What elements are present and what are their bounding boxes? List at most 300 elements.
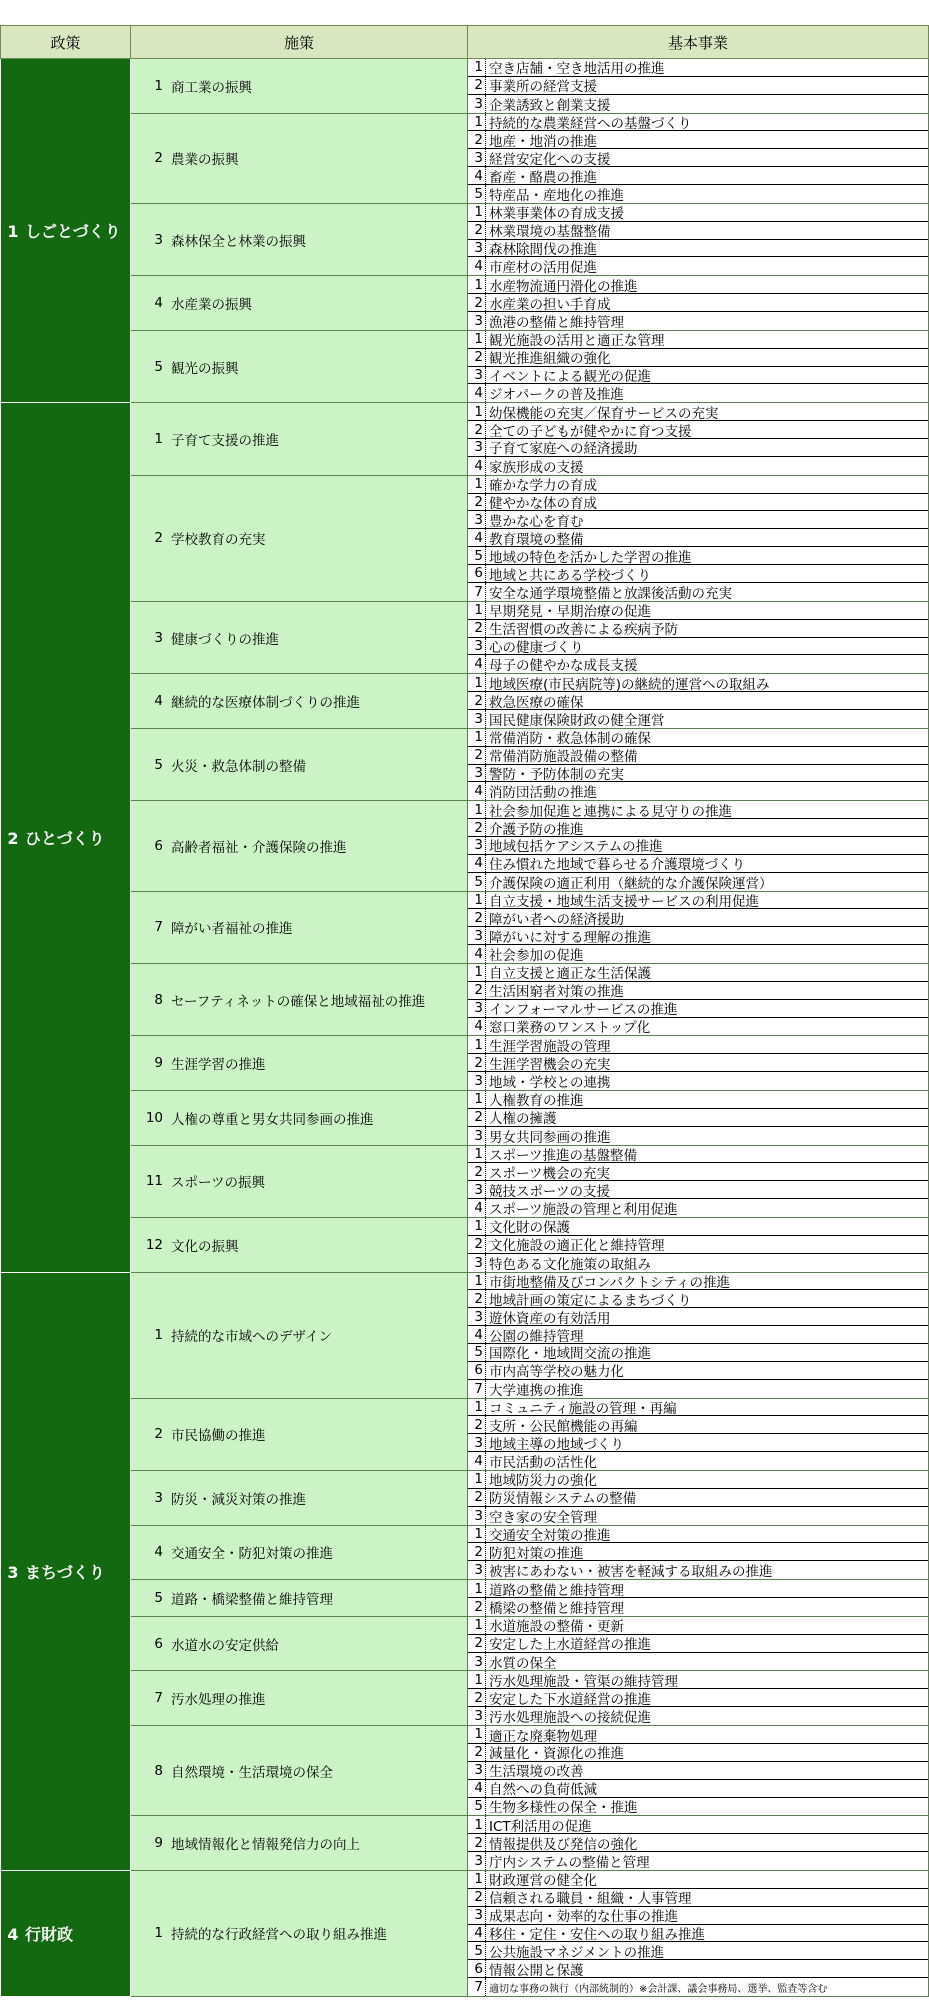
project-name: 障がい者への経済援助: [489, 911, 624, 928]
project-cell: [468, 1580, 929, 1617]
measure-number: 9: [154, 1835, 163, 1852]
measure-row: [1, 113, 929, 203]
measure-row: [1, 1398, 929, 1470]
project-number: 3: [468, 1762, 486, 1779]
project-number: 2: [468, 222, 486, 239]
project-name: 汚水処理施設・管渠の維持管理: [489, 1673, 678, 1690]
project-number: 3: [468, 511, 486, 528]
project-item: [468, 945, 928, 963]
project-number: 2: [468, 692, 486, 709]
project-item: [468, 294, 928, 312]
measure-cell: [131, 1036, 468, 1091]
project-name: 幼保機能の充実／保育サービスの充実: [489, 405, 719, 422]
measure-row: [1, 601, 929, 673]
measure-number: 10: [145, 1109, 163, 1126]
project-name: 経営安定化への支援: [489, 151, 611, 168]
project-name: 防犯対策の推進: [489, 1545, 584, 1562]
measure-number: 4: [154, 1544, 163, 1561]
project-item: [468, 1816, 928, 1834]
measure-name: 人権の尊重と男女共同参画の推進: [171, 1111, 374, 1128]
project-cell: [468, 674, 929, 729]
project-number: 1: [468, 59, 486, 76]
project-name: 水産物流通円滑化の推進: [489, 278, 638, 295]
project-name: 消防団活動の推進: [489, 785, 597, 801]
measure-name: 観光の振興: [171, 360, 239, 377]
project-number: 3: [468, 1254, 486, 1272]
measure-cell: [131, 59, 468, 114]
measure-number: 1: [154, 431, 163, 448]
project-item: [468, 403, 928, 421]
project-name: 豊かな心を育む: [489, 513, 584, 530]
project-name: イベントによる観光の促進: [489, 369, 651, 385]
measure-number: 6: [154, 1635, 163, 1652]
project-name: 家族形成の支援: [489, 459, 584, 475]
project-number: 3: [468, 765, 486, 782]
project-name: 汚水処理施設への接続促進: [489, 1710, 651, 1726]
project-name: 畜産・酪農の推進: [489, 169, 597, 186]
project-name: スポーツ推進の基盤整備: [489, 1148, 637, 1164]
project-cell: [468, 1090, 929, 1145]
project-name: 財政運営の健全化: [489, 1873, 597, 1889]
project-number: 1: [468, 1471, 486, 1488]
project-item: [468, 1489, 928, 1507]
measure-cell: [131, 1398, 468, 1470]
project-number: 3: [468, 1308, 486, 1325]
project-name: 公共施設マネジメントの推進: [489, 1944, 665, 1961]
measure-row: [1, 1218, 929, 1273]
project-cell: [468, 1870, 929, 1996]
project-item: [468, 927, 928, 945]
measure-cell: [131, 1525, 468, 1580]
project-number: 1: [468, 1036, 486, 1053]
project-name: 自立支援と適正な生活保護: [489, 966, 651, 982]
project-name: スポーツ機会の充実: [489, 1165, 610, 1182]
project-name: 生涯学習機会の充実: [489, 1056, 611, 1073]
project-name: 全ての子どもが健やかに育つ支援: [489, 423, 692, 440]
project-number: 1: [468, 1671, 486, 1688]
measure-cell: [131, 330, 468, 402]
project-item: [468, 1199, 928, 1217]
project-name: 確かな学力の育成: [489, 478, 597, 494]
project-number: 2: [468, 1236, 486, 1253]
project-name: 文化財の保護: [489, 1220, 570, 1236]
project-name: 減量化・資源化の推進: [489, 1746, 624, 1762]
measure-number: 6: [154, 837, 163, 854]
project-item: [468, 1852, 928, 1870]
project-number: 1: [468, 964, 486, 981]
project-item: [468, 1273, 928, 1291]
project-name: 地域・学校との連携: [489, 1075, 611, 1090]
measure-row: [1, 1616, 929, 1671]
project-name: 空き店舗・空き地活用の推進: [489, 61, 665, 77]
project-number: 2: [468, 131, 486, 148]
project-number: 4: [468, 1452, 486, 1470]
measure-row: [1, 1580, 929, 1617]
project-name: 林業環境の基盤整備: [489, 224, 611, 240]
measure-number: 7: [154, 919, 163, 936]
project-item: [468, 674, 928, 692]
project-number: 4: [468, 384, 486, 402]
project-item: [468, 222, 928, 240]
project-item: [468, 1726, 928, 1744]
project-item: [468, 620, 928, 638]
project-item: [468, 765, 928, 783]
policy-name: ひとづくり: [25, 828, 105, 848]
project-name: 市街地整備及びコンパクトシティの推進: [489, 1275, 730, 1291]
measure-name: 火災・救急体制の整備: [171, 758, 306, 775]
project-number: 3: [468, 1653, 486, 1671]
project-item: [468, 1399, 928, 1417]
measure-number: 12: [145, 1236, 163, 1253]
project-item: [468, 1163, 928, 1181]
measure-name: 健康づくりの推進: [171, 631, 279, 648]
project-cell: [468, 1272, 929, 1398]
project-item: [468, 1109, 928, 1127]
measure-row: [1, 674, 929, 729]
project-number: 3: [468, 312, 486, 330]
project-name: 持続的な農業経営への基盤づくり: [489, 116, 692, 132]
project-item: [468, 1907, 928, 1925]
project-number: 4: [468, 1780, 486, 1797]
project-number: 3: [468, 1707, 486, 1725]
project-number: 4: [468, 782, 486, 800]
project-item: [468, 1127, 928, 1145]
measure-name: 持続的な行政経営への取り組み推進: [171, 1927, 387, 1944]
project-cell: [468, 1145, 929, 1217]
project-number: 2: [468, 1689, 486, 1706]
project-name: 信頼される職員・組織・人事管理: [489, 1891, 692, 1907]
project-name: 救急医療の確保: [489, 694, 584, 710]
project-cell: [468, 963, 929, 1035]
project-number: 3: [468, 837, 486, 854]
measure-cell: [131, 891, 468, 963]
measure-row: [1, 1090, 929, 1145]
project-item: [468, 1018, 928, 1036]
project-name: 市民活動の活性化: [489, 1455, 597, 1471]
project-name: インフォーマルサービスの推進: [489, 1002, 678, 1018]
project-name: 常備消防施設設備の整備: [489, 749, 638, 765]
project-name: 漁港の整備と維持管理: [489, 314, 624, 330]
project-name: 大学連携の推進: [489, 1382, 584, 1398]
project-name: 男女共同参画の推進: [489, 1129, 611, 1145]
project-item: [468, 1653, 928, 1671]
project-name: 警防・予防体制の充実: [489, 766, 624, 783]
measure-number: 2: [154, 530, 163, 547]
project-number: 4: [468, 257, 486, 275]
project-name: 教育環境の整備: [489, 531, 584, 548]
project-name: 地域の特色を活かした学習の推進: [489, 549, 692, 566]
measure-cell: [131, 601, 468, 673]
header-row: [1, 26, 929, 59]
project-number: 3: [468, 1072, 486, 1090]
project-number: 3: [468, 1907, 486, 1924]
project-number: 2: [468, 349, 486, 366]
measure-name: 持続的な市域へのデザイン: [171, 1329, 333, 1346]
project-number: 7: [468, 1380, 486, 1398]
measure-number: 11: [145, 1173, 163, 1190]
project-number: 3: [468, 1561, 486, 1579]
measure-cell: [131, 1090, 468, 1145]
project-name: 特色ある文化施策の取組み: [489, 1256, 651, 1272]
project-name: 森林除間伐の推進: [489, 242, 597, 258]
project-item: [468, 547, 928, 565]
project-number: 5: [468, 1344, 486, 1361]
measure-cell: [131, 963, 468, 1035]
project-item: [468, 185, 928, 203]
policy-name: 行財政: [25, 1924, 74, 1944]
project-cell: [468, 1525, 929, 1580]
project-item: [468, 1834, 928, 1852]
project-item: [468, 312, 928, 330]
project-item: [468, 1344, 928, 1362]
project-number: 2: [468, 421, 486, 438]
table-body: [1, 59, 929, 1997]
project-item: [468, 1416, 928, 1434]
project-cell: [468, 1218, 929, 1273]
project-item: [468, 1290, 928, 1308]
project-item: [468, 367, 928, 385]
project-item: [468, 349, 928, 367]
project-cell: [468, 1398, 929, 1470]
project-name: 生活習慣の改善による疾病予防: [489, 622, 678, 638]
project-name: 情報提供及び発信の強化: [489, 1836, 638, 1853]
project-number: 1: [468, 674, 486, 691]
measure-row: [1, 203, 929, 275]
project-name: 交通安全対策の推進: [489, 1528, 611, 1544]
project-cell: [468, 1671, 929, 1726]
measure-number: 8: [154, 991, 163, 1008]
project-name: 社会参加の促進: [489, 948, 584, 963]
project-number: 2: [468, 1744, 486, 1761]
measure-name: セーフティネットの確保と地域福祉の推進: [171, 993, 426, 1010]
project-item: [468, 1889, 928, 1907]
project-name: 国際化・地域間交流の推進: [489, 1346, 651, 1362]
project-name: 窓口業務のワンストップ化: [489, 1020, 651, 1036]
project-name: 市産材の活用促進: [489, 260, 597, 276]
project-name: スポーツ施設の管理と利用促進: [489, 1202, 678, 1217]
project-number: 1: [468, 602, 486, 619]
project-name: 特産品・産地化の推進: [489, 187, 624, 203]
project-number: 1: [468, 801, 486, 818]
project-number: 1: [468, 1871, 486, 1888]
project-name: 公園の維持管理: [489, 1328, 584, 1345]
project-number: 4: [468, 529, 486, 546]
project-item: [468, 59, 928, 77]
project-item: [468, 873, 928, 891]
measure-name: 防災・減災対策の推進: [171, 1491, 306, 1508]
policy-number: 4: [7, 1924, 19, 1944]
project-number: 2: [468, 1889, 486, 1906]
measure-row: [1, 403, 929, 475]
project-number: 3: [468, 439, 486, 456]
project-number: 3: [468, 95, 486, 113]
project-number: 4: [468, 945, 486, 963]
project-name: 林業事業体の育成支援: [489, 206, 624, 222]
measure-cell: [131, 403, 468, 475]
project-item: [468, 1036, 928, 1054]
project-name: 社会参加促進と連携による見守りの推進: [489, 803, 732, 820]
policy-name: しごとづくり: [25, 222, 121, 242]
project-item: [468, 1942, 928, 1960]
project-number: 2: [468, 747, 486, 764]
project-item: [468, 729, 928, 747]
measure-cell: [131, 674, 468, 729]
project-name: 安全な通学環境整備と放課後活動の充実: [489, 585, 732, 601]
project-item: [468, 1218, 928, 1236]
policy-cell: [1, 1272, 131, 1870]
project-number: 1: [468, 114, 486, 131]
project-number: 3: [468, 240, 486, 257]
measure-number: 3: [154, 1489, 163, 1506]
project-number: 2: [468, 77, 486, 94]
project-name: 早期発見・早期治療の促進: [489, 604, 651, 620]
project-name: 生活環境の改善: [489, 1764, 584, 1780]
policy-cell: [1, 59, 131, 403]
measure-number: 3: [154, 231, 163, 248]
policy-header: 政策: [1, 26, 131, 59]
project-number: 3: [468, 149, 486, 166]
measure-row: [1, 891, 929, 963]
project-cell: [468, 276, 929, 331]
project-item: [468, 204, 928, 222]
measure-name: 水産業の振興: [171, 297, 252, 314]
project-item: [468, 1434, 928, 1452]
measure-name: 生涯学習の推進: [171, 1057, 266, 1074]
measure-number: 2: [154, 1426, 163, 1443]
project-item: [468, 1978, 928, 1996]
project-item: [468, 892, 928, 910]
project-name: コミュニティ施設の管理・再編: [489, 1401, 677, 1417]
project-item: [468, 114, 928, 132]
project-number: 2: [468, 1163, 486, 1180]
policy-table: [0, 25, 929, 1997]
measure-name: 高齢者福祉・介護保険の推進: [171, 839, 347, 856]
project-cell: [468, 1616, 929, 1671]
project-number: 4: [468, 855, 486, 872]
project-cell: [468, 59, 929, 114]
measure-cell: [131, 1145, 468, 1217]
project-item: [468, 1689, 928, 1707]
project-item: [468, 1181, 928, 1199]
measure-number: 4: [154, 693, 163, 709]
measure-row: [1, 1525, 929, 1580]
project-number: 1: [468, 476, 486, 493]
project-cell: [468, 1816, 929, 1871]
measure-row: [1, 1816, 929, 1871]
measure-number: 2: [154, 150, 163, 167]
project-number: 2: [468, 1834, 486, 1851]
project-header: 基本事業: [468, 26, 929, 59]
project-item: [468, 1543, 928, 1561]
measure-row: [1, 475, 929, 601]
project-item: [468, 710, 928, 728]
project-item: [468, 1561, 928, 1579]
project-number: 1: [468, 276, 486, 293]
project-name: 支所・公民館機能の再編: [489, 1418, 638, 1435]
measure-name: 自然環境・生活環境の保全: [171, 1764, 333, 1781]
project-number: 5: [468, 547, 486, 564]
project-number: 5: [468, 1798, 486, 1816]
project-name: 競技スポーツの支援: [489, 1183, 610, 1200]
project-item: [468, 855, 928, 873]
project-item: [468, 1598, 928, 1616]
measure-row: [1, 963, 929, 1035]
project-number: 1: [468, 729, 486, 746]
policy-number: 2: [7, 828, 19, 848]
project-item: [468, 1362, 928, 1380]
project-number: 4: [468, 1326, 486, 1343]
project-name: 地域主導の地域づくり: [489, 1436, 624, 1453]
measure-number: 3: [154, 629, 163, 646]
project-number: 5: [468, 1942, 486, 1959]
project-item: [468, 837, 928, 855]
project-name: 母子の健やかな成長支援: [489, 658, 638, 674]
project-number: 7: [468, 1978, 486, 1996]
project-name: 移住・定住・安住への取り組み推進: [489, 1926, 705, 1943]
measure-row: [1, 1145, 929, 1217]
project-number: 3: [468, 1434, 486, 1451]
project-cell: [468, 891, 929, 963]
project-name: 市内高等学校の魅力化: [489, 1364, 624, 1380]
project-item: [468, 331, 928, 349]
measure-row: [1, 330, 929, 402]
project-item: [468, 1744, 928, 1762]
project-item: [468, 1617, 928, 1635]
project-cell: [468, 330, 929, 402]
project-item: [468, 1091, 928, 1109]
project-number: 1: [468, 1146, 486, 1163]
project-item: [468, 476, 928, 494]
project-item: [468, 801, 928, 819]
project-item: [468, 494, 928, 512]
project-number: 2: [468, 1635, 486, 1652]
project-item: [468, 1671, 928, 1689]
project-number: 1: [468, 331, 486, 348]
project-name: 安定した下水道経営の推進: [489, 1691, 651, 1708]
measure-cell: [131, 1580, 468, 1617]
project-number: 4: [468, 655, 486, 673]
project-number: 1: [468, 1273, 486, 1290]
project-number: 4: [468, 1018, 486, 1036]
policy-number: 3: [7, 1562, 19, 1582]
project-name: 人権の擁護: [489, 1111, 557, 1127]
project-item: [468, 77, 928, 95]
project-number: 3: [468, 927, 486, 944]
project-number: 3: [468, 1000, 486, 1017]
project-number: 2: [468, 294, 486, 311]
measure-cell: [131, 1471, 468, 1526]
project-cell: [468, 1726, 929, 1816]
project-name: 適切な事務の執行（内部統制的）※会計課、議会事務局、選挙、監査等含む: [489, 1983, 828, 1995]
measure-row: [1, 1471, 929, 1526]
measure-cell: [131, 1272, 468, 1398]
project-name: 水産業の担い手育成: [489, 296, 611, 313]
project-number: 2: [468, 494, 486, 511]
project-item: [468, 149, 928, 167]
measure-cell: [131, 1816, 468, 1871]
project-item: [468, 692, 928, 710]
project-number: 2: [468, 1109, 486, 1126]
project-number: 7: [468, 583, 486, 601]
measure-row: [1, 1272, 929, 1398]
project-number: 2: [468, 1598, 486, 1616]
project-number: 6: [468, 565, 486, 582]
measure-row: [1, 1870, 929, 1996]
project-number: 6: [468, 1362, 486, 1379]
project-number: 2: [468, 1543, 486, 1560]
project-name: 自然への負荷低減: [489, 1782, 597, 1798]
project-number: 1: [468, 892, 486, 909]
